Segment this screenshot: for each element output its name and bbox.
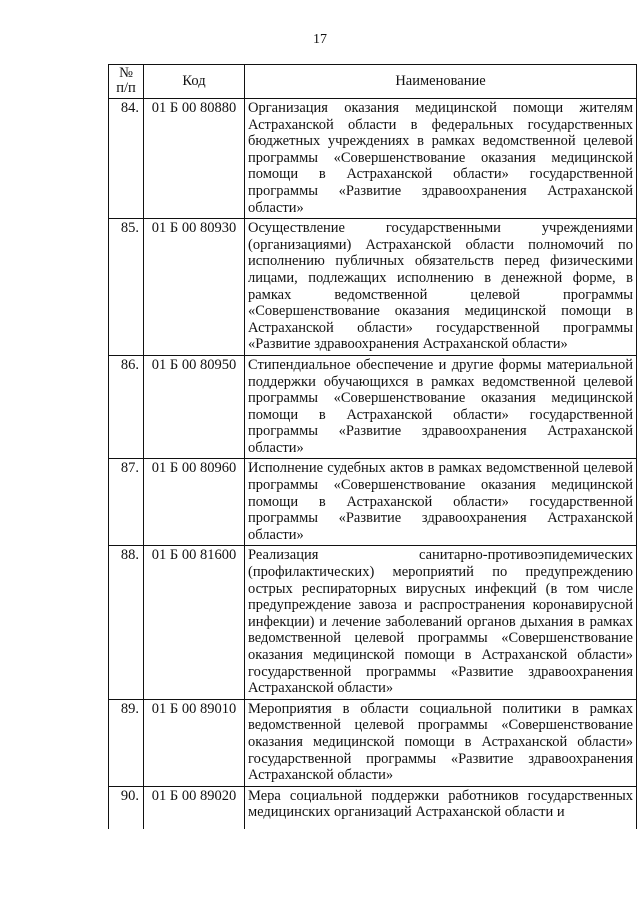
row-number: 85. bbox=[109, 219, 144, 356]
row-code: 01 Б 00 80930 bbox=[144, 219, 245, 356]
row-code: 01 Б 00 80880 bbox=[144, 99, 245, 219]
row-code: 01 Б 00 80950 bbox=[144, 355, 245, 459]
budget-classification-table bbox=[108, 64, 637, 829]
row-number: 86. bbox=[109, 355, 144, 459]
row-number: 89. bbox=[109, 699, 144, 786]
row-number: 84. bbox=[109, 99, 144, 219]
row-code: 01 Б 00 89020 bbox=[144, 786, 245, 829]
row-name: Мера социальной поддержки работников государственных медицинских организаций Астраханской области и bbox=[245, 786, 637, 829]
column-header-code: Код bbox=[144, 65, 245, 99]
row-name: Исполнение судебных актов в рамках ведомственной целевой программы «Совершенствование оказания медицинской помощи в Астраханской области» государственной программы «Развитие здравоохранения Астраханской области» bbox=[245, 459, 637, 546]
column-header-number: № п/п bbox=[109, 65, 144, 99]
row-code: 01 Б 00 89010 bbox=[144, 699, 245, 786]
table-row bbox=[109, 699, 637, 786]
table-row bbox=[109, 786, 637, 829]
row-name: Стипендиальное обеспечение и другие формы материальной поддержки обучающихся в рамках ведомственной целевой программы «Совершенствование оказания медицинской помощи в Астраханской области» государственной программы «Развитие здравоохранения Астраханской области» bbox=[245, 355, 637, 459]
row-number: 90. bbox=[109, 786, 144, 829]
row-name: Реализация санитарно-противоэпидемических (профилактических) мероприятий по предупреждению острых респираторных вирусных инфекций (в том числе предупреждение завоза и распространения коронавирусной инфекции) и лечение заболеваний органов дыхания в рамках ведомственной целевой программы «Совершенствование оказания медицинской помощи в Астраханской области» государственной программы «Развитие здравоохранения Астраханской области» bbox=[245, 546, 637, 699]
row-number: 87. bbox=[109, 459, 144, 546]
row-name: Мероприятия в области социальной политики в рамках ведомственной целевой программы «Совершенствование оказания медицинской помощи в Астраханской области» государственной программы «Развитие здравоохранения Астраханской области» bbox=[245, 699, 637, 786]
row-code: 01 Б 00 81600 bbox=[144, 546, 245, 699]
row-code: 01 Б 00 80960 bbox=[144, 459, 245, 546]
table-header-row bbox=[109, 65, 637, 99]
page-number: 17 bbox=[313, 32, 327, 47]
column-header-name: Наименование bbox=[245, 65, 637, 99]
row-name: Осуществление государственными учреждениями (организациями) Астраханской области полномочий по исполнению публичных обязательств перед физическими лицами, подлежащих исполнению в денежной форме, в рамках ведомственной целевой программы «Совершенствование оказания медицинской помощи в Астраханской области» государственной программы «Развитие здравоохранения Астраханской области» bbox=[245, 219, 637, 356]
table-row bbox=[109, 459, 637, 546]
table-row bbox=[109, 355, 637, 459]
row-name: Организация оказания медицинской помощи жителям Астраханской области в федеральных государственных бюджетных учреждениях в рамках ведомственной целевой программы «Совершенствование оказания медицинской помощи в Астраханской области» государственной программы «Развитие здравоохранения Астраханской области» bbox=[245, 99, 637, 219]
table-row bbox=[109, 219, 637, 356]
row-number: 88. bbox=[109, 546, 144, 699]
table-row bbox=[109, 546, 637, 699]
table-row bbox=[109, 99, 637, 219]
